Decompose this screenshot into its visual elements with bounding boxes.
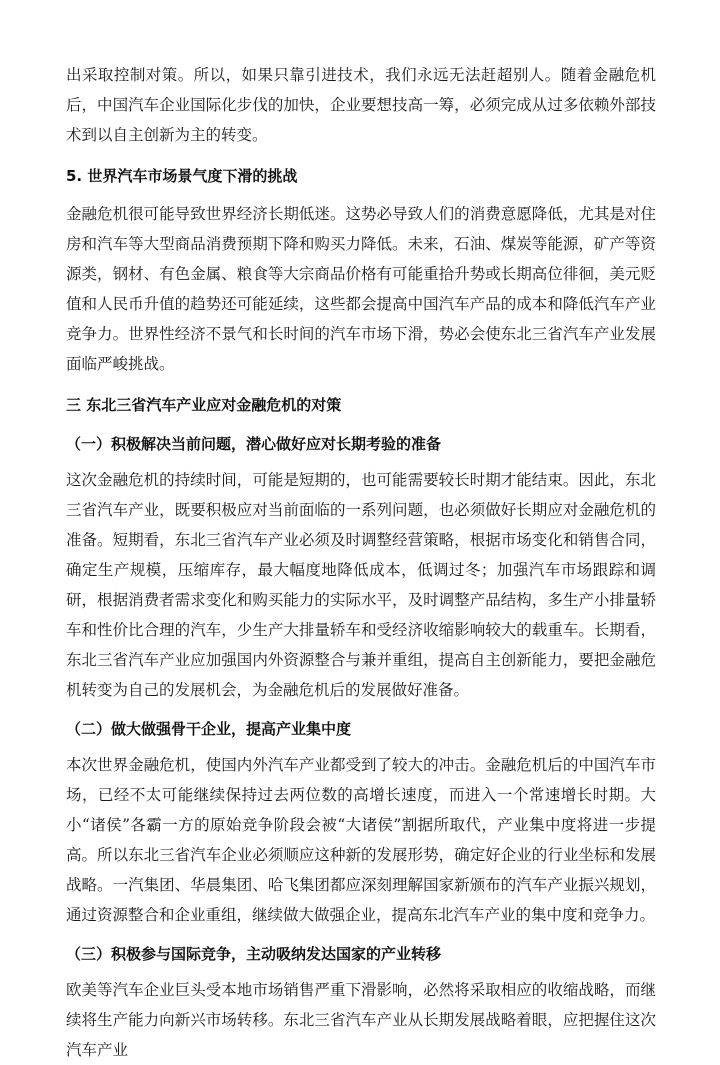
paragraph-intro: 出采取控制对策。所以，如果只靠引进技术，我们永远无法赶超别人。随着金融危机后，中国汽车企业国际化步伐的加快，企业要想技高一筹，必须完成从过多依赖外部技术到以自主创新为主的转变。 xyxy=(66,66,656,144)
heading-subsection-3: （三）积极参与国际竞争，主动吸纳发达国家的产业转移 xyxy=(66,945,442,963)
paragraph-international-competition: 欧美等汽车企业巨头受本地市场销售严重下滑影响，必然将采取相应的收缩战略，而继续将生产能力向新兴市场转移。东北三省汽车产业从长期发展战略着眼，应把握住这次汽车产业 xyxy=(66,981,656,1059)
paragraph-market-decline: 金融危机很可能导致世界经济长期低迷。这势必导致人们的消费意愿降低，尤其是对住房和汽车等大型商品消费预期下降和购买力降低。未来，石油、煤炭等能源，矿产等资源类，钢材、有色金属、粮食等大宗商品价格有可能重拾升势或长期高位徘徊，美元贬值和人民币升值的趋势还可能延续，这些都会提高中国汽车产品的成本和降低汽车产业竞争力。世界性经济不景气和长时间的汽车市场下滑，势必会使东北三省汽车产业发展面临严峻挑战。 xyxy=(66,205,656,373)
heading-part-3: 三 东北三省汽车产业应对金融危机的对策 xyxy=(66,396,342,414)
document-page xyxy=(66,60,656,1065)
paragraph-short-long-term: 这次金融危机的持续时间，可能是短期的，也可能需要较长时期才能结束。因此，东北三省汽车产业，既要积极应对当前面临的一系列问题，也必须做好长期应对金融危机的准备。短期看，东北三省汽车产业必须及时调整经营策略，根据市场变化和销售合同，确定生产规模，压缩库存，最大幅度地降低成本，低调过冬；加强汽车市场跟踪和调研，根据消费者需求变化和购买能力的实际水平，及时调整产品结构，多生产小排量轿车和性价比合理的汽车，少生产大排量轿车和受经济收缩影响较大的载重车。长期看，东北三省汽车产业应加强国内外资源整合与兼并重组，提高自主创新能力，要把金融危机转变为自己的发展机会，为金融危机后的发展做好准备。 xyxy=(66,471,656,699)
heading-subsection-2: （二）做大做强骨干企业，提高产业集中度 xyxy=(66,720,352,738)
paragraph-industry-concentration: 本次世界金融危机，使国内外汽车产业都受到了较大的冲击。金融危机后的中国汽车市场，已经不太可能继续保持过去两位数的高增长速度，而进入一个常速增长时期。大小“诸侯”各霸一方的原始竞争阶段会被“大诸侯”割据所取代，产业集中度将进一步提高。所以东北三省汽车企业必须顺应这种新的发展形势，确定好企业的行业坐标和发展战略。一汽集团、华晨集团、哈飞集团都应深刻理解国家新颁布的汽车产业振兴规划，通过资源整合和企业重组，继续做大做强企业，提高东北汽车产业的集中度和竞争力。 xyxy=(66,756,656,924)
heading-section-5: 5. 世界汽车市场景气度下滑的挑战 xyxy=(66,167,298,185)
heading-subsection-1: （一）积极解决当前问题，潜心做好应对长期考验的准备 xyxy=(66,435,442,453)
